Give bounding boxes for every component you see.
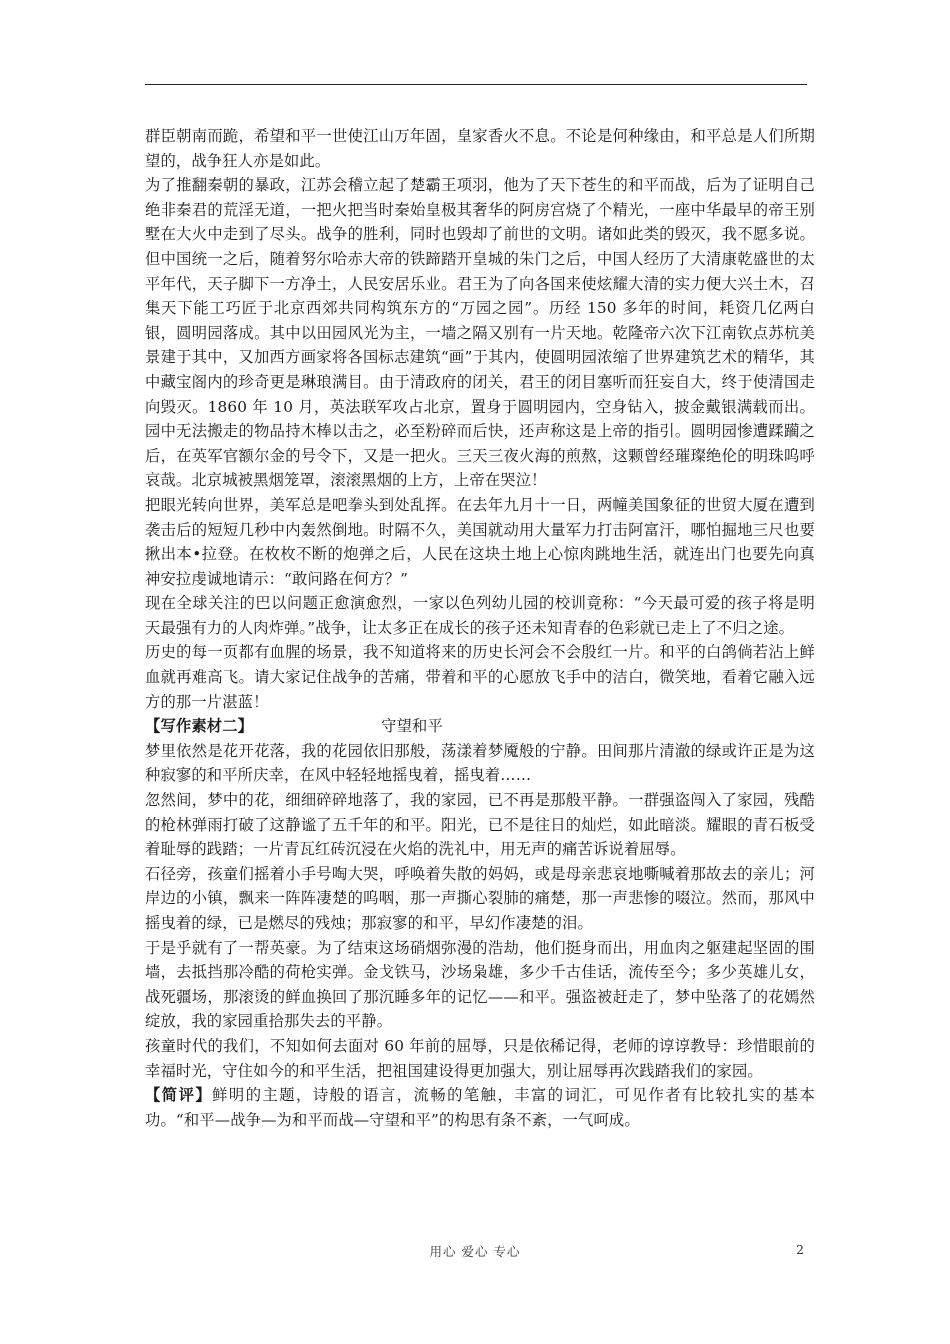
paragraph-1: 群臣朝南而跪，希望和平一世使江山万年固，皇家香火不息。不论是何种缘由，和平总是人们所期望的，战争狂人亦是如此。 — [145, 127, 815, 170]
section-heading — [145, 714, 815, 739]
document-body — [145, 124, 815, 1132]
comment-text: 鲜明的主题，诗般的语言，流畅的笔触，丰富的词汇，可见作者有比较扎实的基本功。“和平—战争—为和平而战—守望和平”的构思有条不紊，一气呵成。 — [145, 1086, 815, 1129]
page-number: 2 — [796, 1242, 804, 1257]
comment-label: 【简评】 — [145, 1086, 213, 1105]
comment — [145, 1083, 815, 1132]
section2-paragraph-2: 忽然间，梦中的花，细细碎碎地落了，我的家园，已不再是那般平静。一群强盗闯入了家园，残酷的枪林弹雨打破了这静谧了五千年的和平。阳光，已不是往日的灿烂，如此暗淡。耀眼的青石板受着耻辱的践踏；一片青瓦红砖沉浸在火焰的洗礼中，用无声的痛苦诉说着屈辱。 — [145, 791, 815, 859]
paragraph-2: 为了推翻秦朝的暴政，江苏会稽立起了楚霸王项羽，他为了天下苍生的和平而战，后为了证明自己绝非秦君的荒淫无道，一把火把当时秦始皇极其奢华的阿房宫烧了个精光，一座中华最早的帝王别墅在大火中走到了尽头。战争的胜利，同时也毁却了前世的文明。诸如此类的毁灭，我不愿多说。但中国统一之后，随着努尔哈赤大帝的铁蹄踏开皇城的朱门之后，中国人经历了大清康乾盛世的太平年代，天子脚下一方净土，人民安居乐业。君王为了向各国来使炫耀大清的实力便大兴土木，召集天下能工巧匠于北京西郊共同构筑东方的“万园之园”。历经 150 多年的时间，耗资几亿两白银，圆明园落成。其中以田园风光为主，一墙之隔又别有一片天地。乾隆帝六次下江南钦点苏杭美景建于其中，又加西方画家将各国标志建筑“画”于其内，使圆明园浓缩了世界建筑艺术的精华，其中藏宝阁内的珍奇更是琳琅满目。由于清政府的闭关，君王的闭目塞听而狂妄自大，终于使清国走向毁灭。1860 年 10 月，英法联军攻占北京，置身于圆明园内，空身钻入，披金戴银满载而出。园中无法搬走的物品持木棒以击之，必至粉碎而后快，还声称这是上帝的指引。圆明园惨遭蹂躏之后，在英军官额尔金的号令下，又是一把火。三天三夜火海的煎熬，这颗曾经璀璨绝伦的明珠呜呼哀哉。北京城被黑烟笼罩，滚滚黑烟的上方，上帝在哭泣！ — [145, 176, 815, 490]
section-title: 守望和平 — [381, 717, 443, 736]
footer-text: 用心 爱心 专心 — [429, 1244, 521, 1259]
paragraph-5: 历史的每一页都有血腥的场景，我不知道将来的历史长河会不会殷红一片。和平的白鸽倘若沾上鲜血就再难高飞。请大家记住战争的苦痛，带着和平的心愿放飞手中的洁白，微笑地，看着它融入远方的那一片湛蓝！ — [145, 643, 815, 711]
section2-paragraph-5: 孩童时代的我们，不知如何去面对 60 年前的屈辱，只是依稀记得，老师的谆谆教导：珍惜眼前的幸福时光，守住如今的和平生活，把祖国建设得更加强大，别让屈辱再次践踏我们的家园。 — [145, 1036, 815, 1080]
paragraph-4: 现在全球关注的巴以问题正愈演愈烈，一家以色列幼儿园的校训竟称：“今天最可爱的孩子将是明天最强有力的人肉炸弹。”战争，让太多正在成长的孩子还未知青春的色彩就已走上了不归之途。 — [145, 594, 815, 637]
section-label: 【写作素材二】 — [145, 717, 254, 736]
section2-paragraph-4: 于是乎就有了一帮英豪。为了结束这场硝烟弥漫的浩劫，他们挺身而出，用血肉之躯建起坚固的围墙，去抵挡那冷酷的荷枪实弹。金戈铁马，沙场枭雄，多少千古佳话，流传至今；多少英雄儿女，战死疆场，那滚烫的鲜血换回了那沉睡多年的记忆——和平。强盗被赶走了，梦中坠落了的花嫣然绽放，我的家园重拾那失去的平静。 — [145, 938, 815, 1031]
section2-paragraph-3: 石径旁，孩童们摇着小手号啕大哭，呼唤着失散的妈妈，或是母亲悲哀地嘶喊着那故去的亲儿；河岸边的小镇，飘来一阵阵凄楚的呜咽，那一声撕心裂肺的痛楚，那一声悲惨的啜泣。然而，那风中摇曳着的绿，已是燃尽的残烛；那寂寥的和平，早幻作凄楚的泪。 — [145, 864, 815, 932]
section2-paragraph-1: 梦里依然是花开花落，我的花园依旧那般，荡漾着梦魇般的宁静。田间那片清澈的绿或许正是为这种寂寥的和平所庆幸，在风中轻轻地摇曳着，摇曳着…… — [145, 741, 815, 785]
header-rule — [145, 84, 807, 85]
paragraph-3: 把眼光转向世界，美军总是吧拳头到处乱挥。在去年九月十一日，两幢美国象征的世贸大厦在遭到袭击后的短短几秒中内轰然倒地。时隔不久，美国就动用大量军力打击阿富汗，哪怕掘地三尺也要揪出本•拉登。在枚枚不断的炮弹之后，人民在这块土地上心惊肉跳地生活，就连出门也要先向真神安拉虔诚地请示：“敢问路在何方？” — [145, 495, 815, 588]
